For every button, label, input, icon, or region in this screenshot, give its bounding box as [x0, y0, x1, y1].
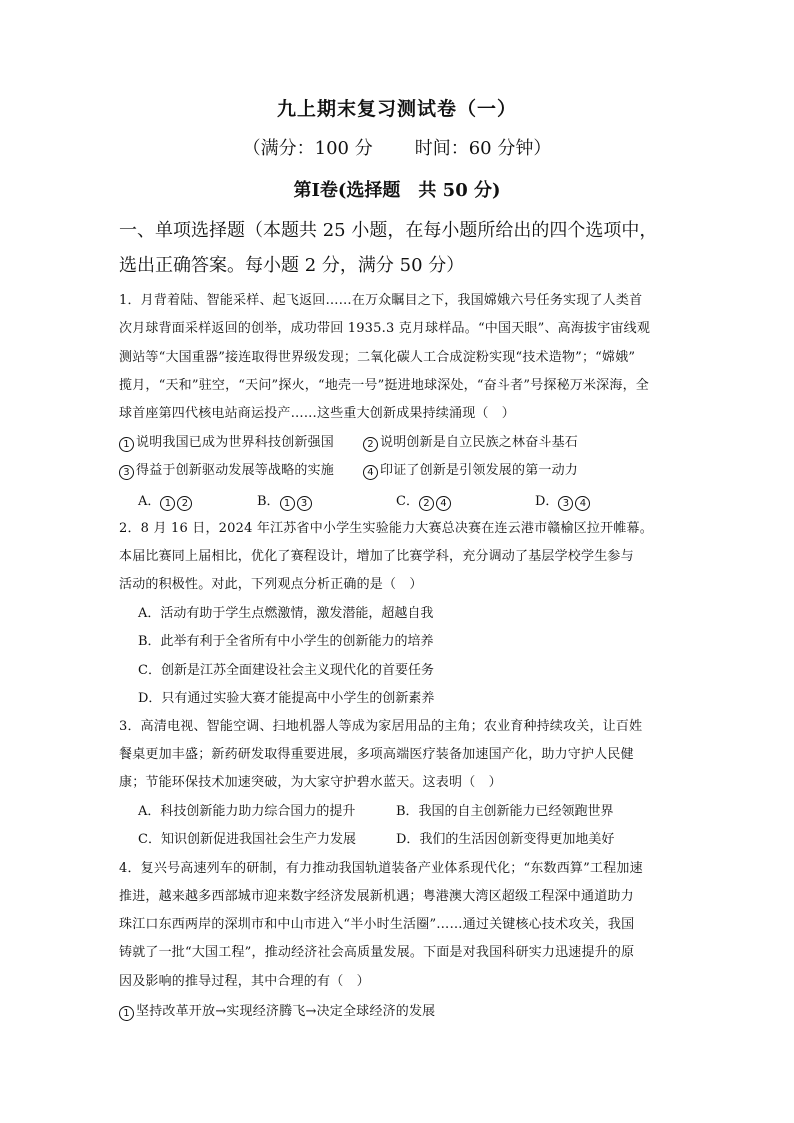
option-d[interactable]: D．只有通过实验大赛才能提高中小学生的创新素养: [138, 691, 435, 706]
question-text-line: 球首座第四代核电站商运投产……这些重大创新成果持续涌现（ ）: [119, 406, 516, 421]
section-heading: [119, 213, 679, 283]
question-text-line: 4．复兴号高速列车的研制，有力推动我国轨道装备产业体系现代化；“东数西算”工程加速: [119, 861, 643, 876]
question-text-line: 本届比赛同上届相比，优化了赛程设计，增加了比赛学科，充分调动了基层学校学生参与: [119, 549, 634, 564]
option-b[interactable]: B．此举有利于全省所有中小学生的创新能力的培养: [138, 634, 434, 649]
statement-item: 2 说明创新是自立民族之林奋斗基石: [363, 431, 578, 452]
statement-item: 3 得益于创新驱动发展等战略的实施: [119, 463, 334, 478]
exam-title: 九上期末复习测试卷（一）: [276, 98, 517, 120]
section-heading-line: 选出正确答案。每小题 2 分，满分 50 分）: [119, 255, 465, 276]
question-text-line: 2．8 月 16 日，2024 年江苏省中小学生实验能力大赛总决赛在连云港市赣榆区拉开帷幕。: [119, 521, 653, 536]
choice-d[interactable]: D． 3 4: [535, 490, 592, 511]
choice-a[interactable]: A． 1 2: [138, 490, 194, 511]
statement-item: 1 坚持改革开放→实现经济腾飞→决定全球经济的发展: [119, 1000, 435, 1021]
option-c[interactable]: C．知识创新促进我国社会生产力发展: [138, 832, 356, 847]
circled-number: 1: [119, 437, 134, 452]
question-text-line: 铸就了一批“大国工程”，推动经济社会高质量发展。下面是对我国科研实力迅速提升的原: [119, 945, 635, 960]
question-text-line: 活动的积极性。对此，下列观点分析正确的是（ ）: [119, 577, 423, 592]
question-text-line: 因及影响的推导过程，其中合理的有（ ）: [119, 974, 370, 989]
choice-c[interactable]: C． 2 4: [396, 490, 453, 511]
full-score-label: （满分：100 分: [242, 138, 373, 159]
choice-b[interactable]: B． 1 3: [257, 490, 314, 511]
section-heading-line: 一、单项选择题（本题共 25 小题，在每小题所给出的四个选项中，: [119, 220, 658, 241]
circled-number: 2: [363, 437, 378, 452]
option-b[interactable]: B．我国的自主创新能力已经领跑世界: [396, 804, 614, 819]
question-text-line: 次月球背面采样返回的创举，成功带回 1935.3 克月球样品。“中国天眼”、高海拔宇宙线观: [119, 321, 651, 336]
option-a[interactable]: A．科技创新能力助力综合国力的提升: [138, 804, 356, 819]
statement-item: 1 说明我国已成为世界科技创新强国: [119, 435, 334, 450]
score-time-info: [0, 134, 794, 160]
statement-row: [119, 431, 579, 452]
question-text-line: 1．月背着陆、智能采样、起飞返回……在万众瞩目之下，我国嫦娥六号任务实现了人类首: [119, 293, 643, 308]
part-one-title: 第Ⅰ卷(选择题 共 50 分): [293, 180, 501, 201]
circled-number: 3: [119, 465, 134, 480]
question-text-line: 珠江口东西两岸的深圳市和中山市进入“半小时生活圈”……通过关键核心技术攻关，我国: [119, 917, 635, 932]
question-text-line: 3．高清电视、智能空调、扫地机器人等成为家居用品的主角；农业育种持续攻关，让百姓: [119, 719, 643, 734]
question-text-line: 揽月，“天和”驻空，“天问”探火，“地壳一号”挺进地球深处，“奋斗者”号探秘万米深海，全: [119, 378, 649, 393]
question-text-line: 测站等“大国重器”接连取得世界级发现；二氧化碳人工合成淀粉实现“技术造物”；“嫦娥”: [119, 350, 636, 365]
time-limit-label: 时间：60 分钟）: [414, 138, 552, 159]
option-c[interactable]: C．创新是江苏全面建设社会主义现代化的首要任务: [138, 663, 434, 678]
circled-number: 1: [119, 1006, 134, 1021]
statement-row: [119, 459, 579, 480]
option-a[interactable]: A．活动有助于学生点燃激情，激发潜能，超越自我: [138, 606, 434, 621]
question-text-line: 餐桌更加丰盛；新药研发取得重要进展，多项高端医疗装备加速国产化，助力守护人民健: [119, 747, 634, 762]
circled-number: 4: [363, 465, 378, 480]
option-d[interactable]: D．我们的生活因创新变得更加地美好: [396, 832, 615, 847]
question-text-line: 康；节能环保技术加速突破，为大家守护碧水蓝天。这表明（ ）: [119, 775, 502, 790]
question-text-line: 推进，越来越多西部城市迎来数字经济发展新机遇；粤港澳大湾区超级工程深中通道助力: [119, 889, 634, 904]
statement-item: 4 印证了创新是引领发展的第一动力: [363, 459, 578, 480]
